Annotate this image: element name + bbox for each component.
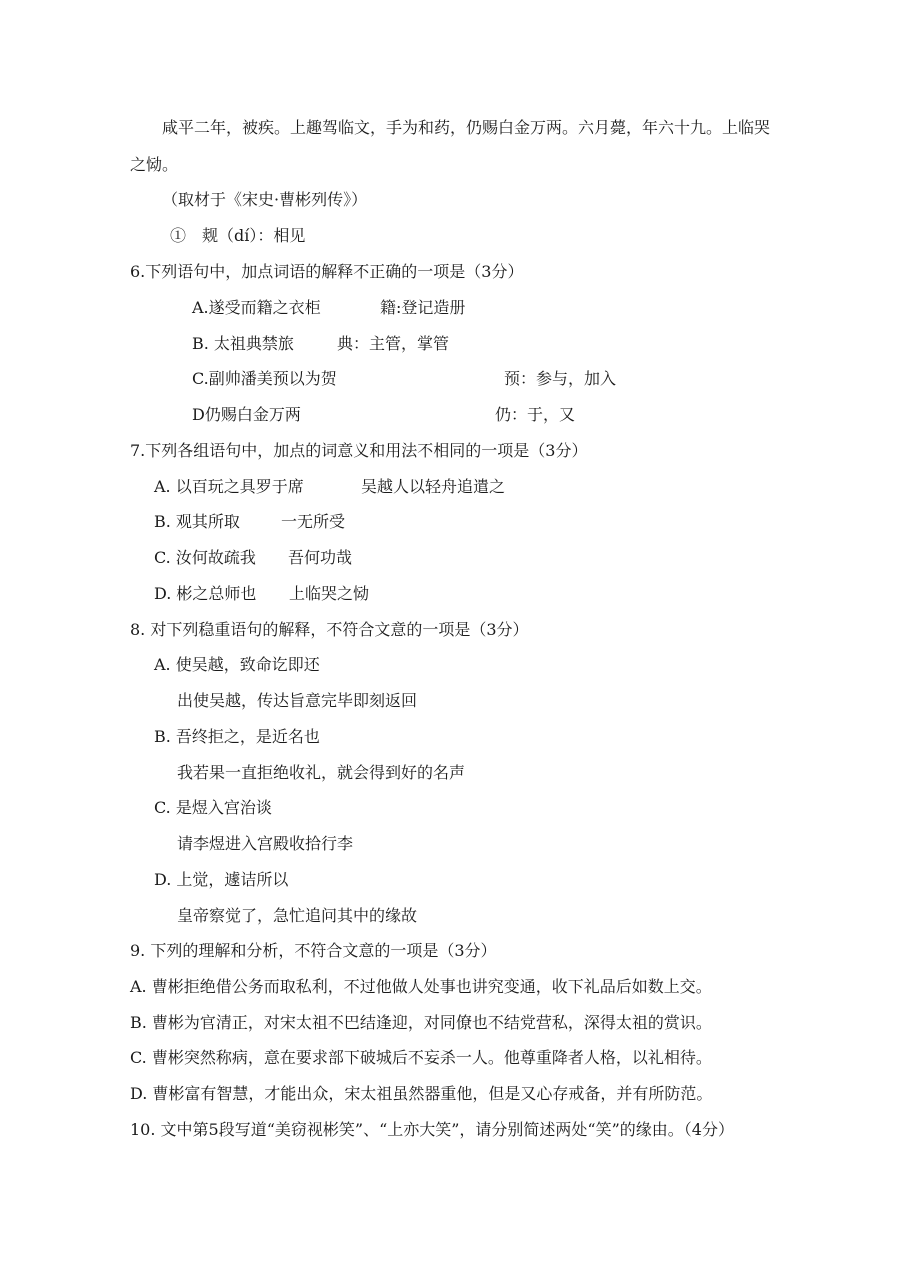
option-phrase-2: 上临哭之恸: [289, 584, 370, 603]
passage-line: 咸平二年，被疾。上趣驾临文，手为和药，仍赐白金万两。六月薨，年六十九。上临哭: [162, 118, 771, 137]
option-sentence: A.遂受而籍之衣柜: [192, 298, 321, 317]
option-sentence: C.副帅潘美预以为贺: [192, 369, 337, 388]
option-gloss: 仍：于，又: [495, 405, 576, 424]
option-phrase-1: A. 以百玩之具罗于席: [154, 477, 304, 496]
option-gloss: 预：参与，加入: [504, 369, 617, 388]
question-8-stem: 8. 对下列稳重语句的解释，不符合文意的一项是（3分）: [130, 620, 529, 639]
passage-line: 之恸。: [130, 155, 179, 174]
option-phrase-2: 吴越人以轻舟追遣之: [361, 477, 506, 496]
question-10-stem: 10. 文中第5段写道“美窃视彬笑”、“上亦大笑”，请分别简述两处“笑”的缘由。（4分）: [130, 1120, 734, 1139]
option-phrase-2: 一无所受: [281, 512, 346, 531]
option-sentence: D仍赐白金万两: [192, 405, 301, 424]
q8-option-a: A. 使吴越，致命讫即还: [154, 655, 320, 674]
q8-option-a-translation: 出使吴越，传达旨意完毕即刻返回: [177, 691, 418, 710]
question-7-stem: 7.下列各组语句中，加点的词意义和用法不相同的一项是（3分）: [130, 441, 588, 460]
q9-option-b: B. 曹彬为官清正，对宋太祖不巴结逢迎，对同僚也不结党营私，深得太祖的赏识。: [130, 1013, 712, 1032]
option-sentence: B. 太祖典禁旅: [192, 334, 294, 353]
question-6-stem: 6.下列语句中，加点词语的解释不正确的一项是（3分）: [130, 262, 524, 281]
option-phrase-1: B. 观其所取: [154, 512, 240, 531]
q8-option-b-translation: 我若果一直拒绝收礼，就会得到好的名声: [177, 763, 466, 782]
q8-option-c: C. 是煜入宫治谈: [154, 798, 272, 817]
q8-option-b: B. 吾终拒之，是近名也: [154, 727, 320, 746]
option-gloss: 籍:登记造册: [380, 298, 466, 317]
q9-option-a: A. 曹彬拒绝借公务而取私利，不过他做人处事也讲究变通，收下礼品后如数上交。: [130, 977, 712, 996]
option-phrase-1: D. 彬之总师也: [154, 584, 257, 603]
q8-option-d-translation: 皇帝察觉了，急忙追问其中的缘故: [177, 906, 418, 925]
option-phrase-1: C. 汝何故疏我: [154, 548, 256, 567]
source-citation: （取材于《宋史·曹彬列传》）: [162, 190, 368, 209]
option-gloss: 典：主管，掌管: [337, 334, 450, 353]
footnote: ① 觌（dí）：相见: [170, 226, 306, 245]
q9-option-d: D. 曹彬富有智慧，才能出众，宋太祖虽然器重他，但是又心存戒备，并有所防范。: [130, 1084, 713, 1103]
q9-option-c: C. 曹彬突然称病，意在要求部下破城后不妄杀一人。他尊重降者人格，以礼相待。: [130, 1048, 712, 1067]
q8-option-c-translation: 请李煜进入宫殿收拾行李: [177, 834, 354, 853]
option-phrase-2: 吾何功哉: [288, 548, 353, 567]
question-9-stem: 9. 下列的理解和分析，不符合文意的一项是（3分）: [130, 941, 497, 960]
q8-option-d: D. 上觉，遽诘所以: [154, 870, 289, 889]
